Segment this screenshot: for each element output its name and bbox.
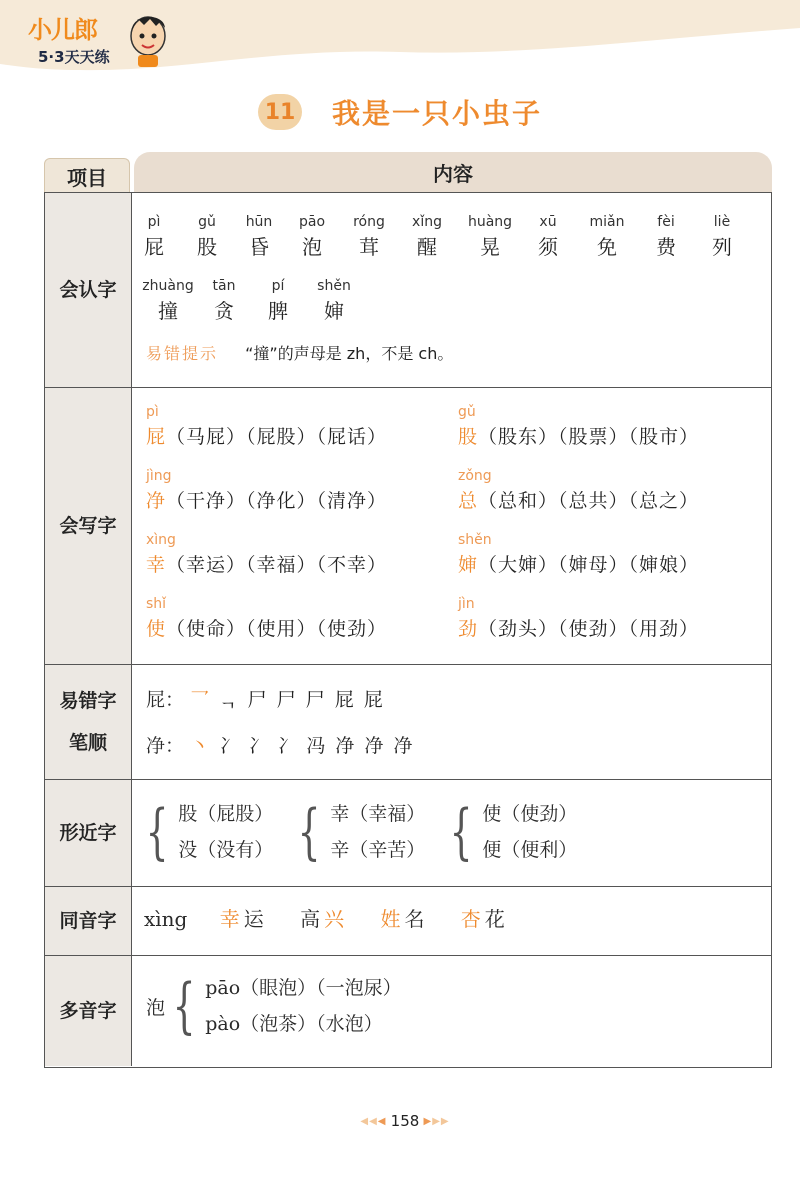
write-item: xìng 幸（幸运）（幸福）（不幸） (146, 532, 388, 576)
char-cell: pāo 泡 (298, 214, 326, 259)
char-cell: xǐng 醒 (412, 214, 442, 259)
brand-logo (18, 8, 168, 68)
row-similar (45, 780, 771, 887)
row-label-stroke-order (45, 665, 132, 779)
page-footer (340, 1112, 470, 1130)
row-label-similar: 形近字 (45, 780, 132, 886)
write-item: jìng 净（干净）（净化）（清净） (146, 468, 388, 512)
table-body (44, 192, 772, 1068)
write-item: pì 屁（马屁）（屁股）（屁话） (146, 404, 388, 448)
char-cell: liè 列 (712, 214, 732, 259)
right-arrow-icon: ▶ (419, 1115, 433, 1127)
polyphone-reading: pāo（眼泡）（一泡尿） (205, 977, 402, 999)
stroke-content (132, 665, 771, 779)
brace-icon: { (297, 797, 321, 867)
homophone-word: 幸运 (219, 907, 268, 931)
brand-subtitle: 5·3天天练 (38, 48, 110, 66)
polyphone-content (132, 956, 771, 1066)
page-number: 158 (390, 1112, 420, 1130)
row-polyphone (45, 956, 771, 1066)
brand-name: 小儿郎 (28, 16, 97, 44)
write-content (132, 388, 771, 664)
char-cell: huàng 晃 (467, 214, 513, 259)
row-label-recognize: 会认字 (45, 193, 132, 387)
brace-icon: { (145, 797, 169, 867)
boy-mascot-icon (126, 10, 170, 68)
write-item: shěn 婶（大婶）（婶母）（婶娘） (458, 532, 700, 576)
row-homophone (45, 887, 771, 956)
char-cell: miǎn 免 (589, 214, 625, 259)
row-label-homophone: 同音字 (45, 887, 132, 955)
char-cell: xū 须 (538, 214, 558, 259)
char-cell: róng 茸 (353, 214, 385, 259)
row-label-polyphone: 多音字 (45, 956, 132, 1066)
write-item: jìn 劲（劲头）（使劲）（用劲） (458, 596, 700, 640)
stroke-label-1: 易错字 (59, 690, 117, 712)
write-item: zǒng 总（总和）（总共）（总之） (458, 468, 700, 512)
row-write (45, 388, 771, 665)
error-tip (146, 341, 453, 364)
table-header (44, 152, 772, 192)
homophone-line (144, 903, 535, 932)
error-tip-text: “撞”的声母是 zh，不是 ch。 (245, 344, 454, 363)
header-item: 项目 (44, 158, 130, 193)
polyphone-char: 泡 (146, 996, 166, 1019)
brace-icon: { (449, 797, 473, 867)
stroke-row: 净： 丶 冫 冫 冫 冯 净 净 净 (146, 735, 413, 757)
char-cell: zhuàng 撞 (142, 278, 194, 323)
lesson-number-badge: 11 (258, 94, 302, 130)
similar-group: { 幸（幸福） 辛（辛苦） (297, 797, 426, 867)
stroke-row: 屁： 乛 ᆨ 尸 尸 尸 屁 屁 (146, 689, 383, 711)
homophone-content (132, 887, 771, 955)
homophone-pinyin: xìng (144, 907, 188, 931)
write-item: gǔ 股（股东）（股票）（股市） (458, 404, 700, 448)
char-cell: hūn 昏 (245, 214, 273, 259)
homophone-word: 高兴 (300, 907, 349, 931)
row-stroke-order (45, 665, 771, 780)
recognize-content (132, 193, 771, 387)
char-cell: tān 贪 (212, 278, 236, 323)
char-cell: shěn 婶 (317, 278, 351, 323)
row-label-write: 会写字 (45, 388, 132, 664)
char-cell: gǔ 股 (197, 214, 217, 259)
write-item: shǐ 使（使命）（使用）（使劲） (146, 596, 388, 640)
homophone-word: 姓名 (380, 907, 429, 931)
char-cell: fèi 费 (656, 214, 676, 259)
homophone-word: 杏花 (460, 907, 509, 931)
right-arrows-icon: ▶▶ (432, 1115, 450, 1127)
lesson-name: 我是一只小虫子 (332, 97, 543, 130)
left-arrows-icon: ◀◀ (360, 1115, 378, 1127)
similar-group: { 使（使劲） 便（便利） (449, 797, 578, 867)
stroke-label-2: 笔顺 (68, 732, 107, 754)
error-tip-label: 易错提示 (146, 344, 219, 363)
char-cell: pì 屁 (144, 214, 164, 259)
similar-content (132, 780, 771, 886)
vocab-table (44, 152, 772, 1068)
polyphone-group (146, 970, 402, 1042)
polyphone-reading: pào（泡茶）（水泡） (205, 1013, 383, 1035)
header-content: 内容 (134, 152, 772, 192)
similar-group: { 股（屁股） 没（没有） (145, 797, 274, 867)
brace-icon: { (172, 971, 196, 1041)
lesson-title (258, 92, 542, 132)
left-arrow-icon: ◀ (377, 1115, 391, 1127)
char-cell: pí 脾 (268, 278, 288, 323)
row-recognize (45, 193, 771, 388)
